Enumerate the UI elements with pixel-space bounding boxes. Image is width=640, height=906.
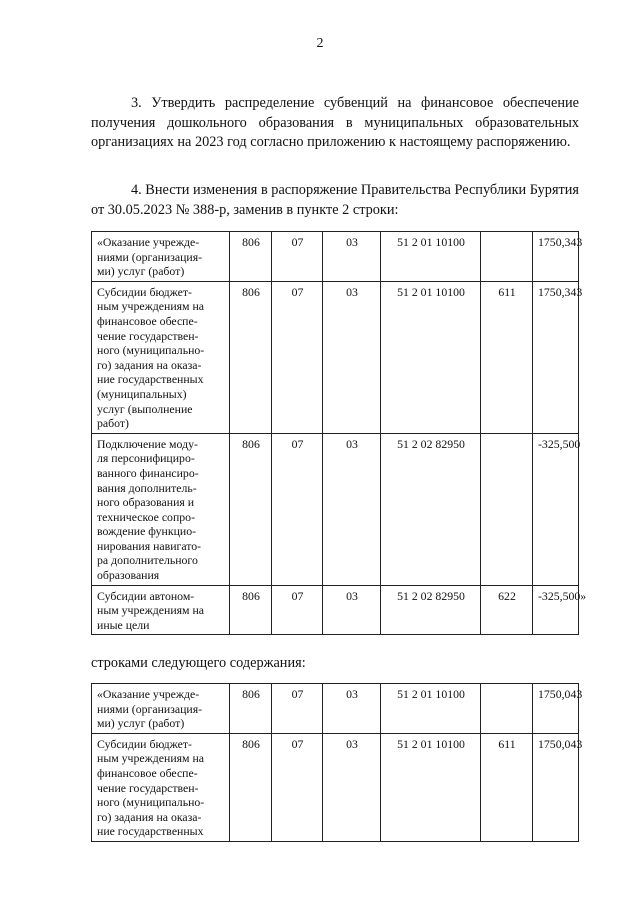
- target-item-cell: 51 2 01 10100: [381, 684, 481, 734]
- table-row: [92, 281, 579, 433]
- row-name-cell: [92, 585, 230, 635]
- ved-cell: 806: [230, 433, 272, 585]
- amount-cell: 1750,043: [533, 733, 579, 841]
- ved-cell: 806: [230, 232, 272, 282]
- subsection-cell: 03: [323, 433, 381, 585]
- new-rows-table: [91, 683, 583, 842]
- section-cell: 07: [272, 232, 323, 282]
- amount-cell: 1750,043: [533, 684, 579, 734]
- row-name-cell: [92, 281, 230, 433]
- row-name: Подключение моду- ля персонифициро- ванного финансиро- вания дополнитель- ного образования и техническое сопро- вождение функцио- нирования навигато- ра дополнительного образования: [97, 436, 202, 583]
- paragraph-replacement-intro: строками следующего содержания:: [91, 655, 306, 671]
- ved-cell: 806: [230, 733, 272, 841]
- row-name-cell: [92, 433, 230, 585]
- expense-type-cell: 622: [481, 585, 533, 635]
- new-rows-body: [92, 684, 583, 842]
- subsection-cell: 03: [323, 585, 381, 635]
- expense-type-cell: [481, 232, 533, 282]
- row-name-cell: [92, 733, 230, 841]
- section-cell: 07: [272, 585, 323, 635]
- subsection-cell: 03: [323, 281, 381, 433]
- old-rows-table: [91, 231, 587, 635]
- subsection-cell: 03: [323, 232, 381, 282]
- ved-cell: 806: [230, 281, 272, 433]
- paragraph-3: 3. Утвердить распределение субвенций на финансовое обеспечение получения дошкольного образования в муниципальных образовательных организациях на 2023 год согласно приложению к настоящему распоряжению.: [91, 95, 579, 150]
- paragraph-4: 4. Внести изменения в распоряжение Правительства Республики Бурятия от 30.05.2023 № 388-р, заменив в пункте 2 строки:: [91, 182, 579, 218]
- page-number: 2: [316, 36, 324, 51]
- expense-type-cell: [481, 684, 533, 734]
- subsection-cell: 03: [323, 733, 381, 841]
- row-name: Субсидии автоном- ным учреждениям на иные цели: [97, 588, 205, 632]
- old-rows-body: [92, 232, 587, 635]
- target-item-cell: 51 2 02 82950: [381, 433, 481, 585]
- row-name: «Оказание учрежде- ниями (организация- ми) услуг (работ): [97, 235, 203, 279]
- target-item-cell: 51 2 02 82950: [381, 585, 481, 635]
- table-row: [92, 433, 579, 585]
- amount-cell: -325,500: [533, 433, 579, 585]
- target-item-cell: 51 2 01 10100: [381, 232, 481, 282]
- target-item-cell: 51 2 01 10100: [381, 281, 481, 433]
- row-name-cell: [92, 232, 230, 282]
- target-item-cell: 51 2 01 10100: [381, 733, 481, 841]
- table-row: [92, 733, 579, 841]
- section-cell: 07: [272, 281, 323, 433]
- table-row: [92, 585, 579, 635]
- expense-type-cell: 611: [481, 281, 533, 433]
- row-name: «Оказание учрежде- ниями (организация- ми) услуг (работ): [97, 687, 203, 731]
- table-row: [92, 684, 579, 734]
- expense-type-cell: [481, 433, 533, 585]
- amount-cell: -325,500»: [533, 585, 579, 635]
- row-name-cell: [92, 684, 230, 734]
- row-name: Субсидии бюджет- ным учреждениям на финансовое обеспе- чение государствен- ного (муниципально- го) задания на оказа- ние государственных: [97, 736, 205, 839]
- ved-cell: 806: [230, 684, 272, 734]
- expense-type-cell: 611: [481, 733, 533, 841]
- section-cell: 07: [272, 733, 323, 841]
- ved-cell: 806: [230, 585, 272, 635]
- section-cell: 07: [272, 433, 323, 585]
- row-name: Субсидии бюджет- ным учреждениям на финансовое обеспе- чение государствен- ного (муниципально- го) задания на оказа- ние государственных (муниципальных) услуг (выполнение работ): [97, 284, 205, 431]
- subsection-cell: 03: [323, 684, 381, 734]
- amount-cell: 1750,343: [533, 232, 579, 282]
- amount-cell: 1750,343: [533, 281, 579, 433]
- table-row: [92, 232, 579, 282]
- section-cell: 07: [272, 684, 323, 734]
